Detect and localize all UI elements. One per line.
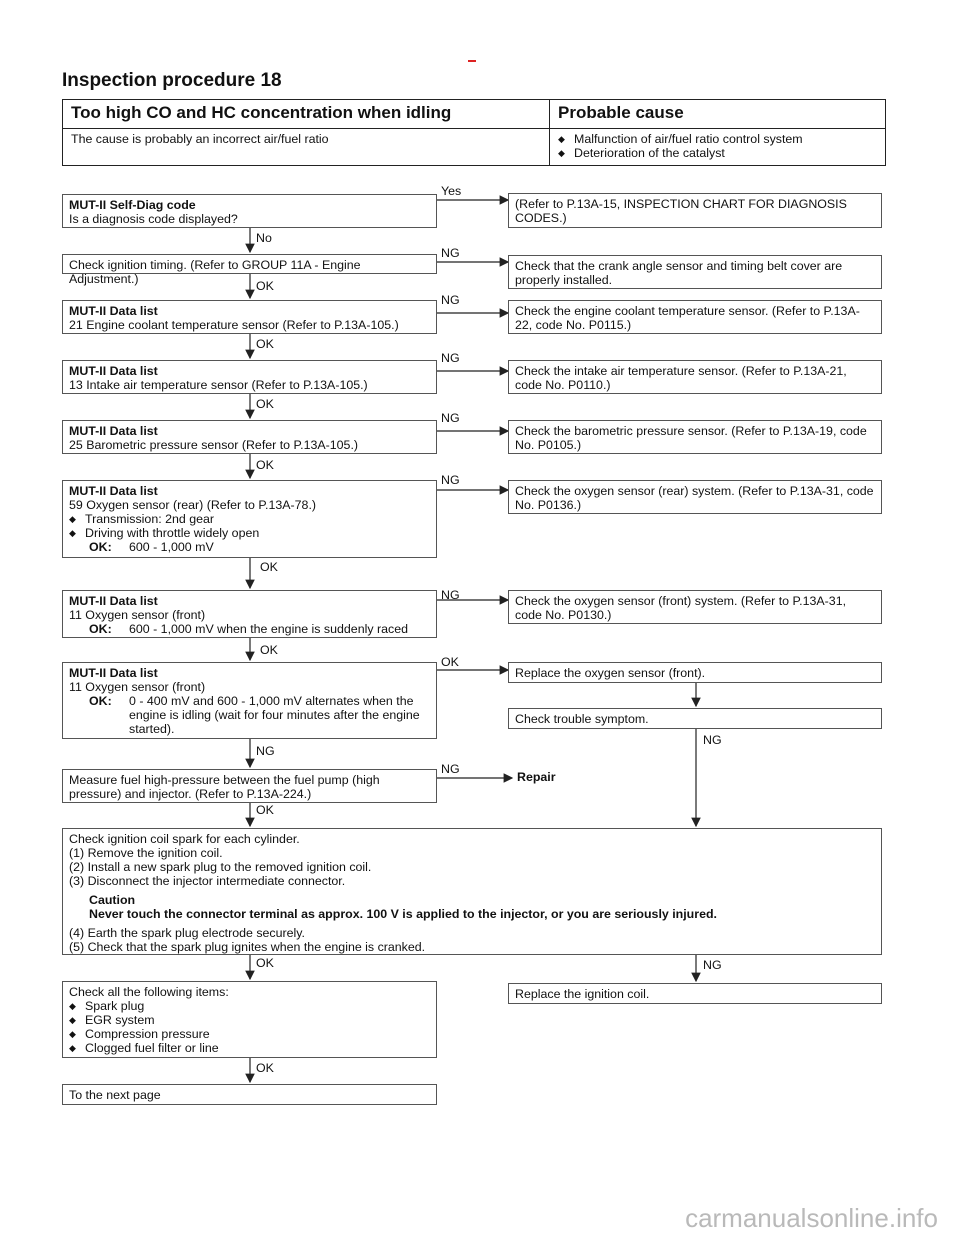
label-ng: NG (441, 293, 460, 307)
label-ok: OK (260, 560, 278, 574)
step-text: Is a diagnosis code displayed? (69, 212, 238, 226)
label-ng: NG (441, 473, 460, 487)
label-ng: NG (441, 762, 460, 776)
label-ng: NG (256, 744, 275, 758)
label-ok: OK (256, 1061, 274, 1075)
result-trouble-symptom (508, 708, 882, 729)
ok-label: OK: (89, 694, 112, 708)
header-symptom-title: Too high CO and HC concentration when idling (63, 100, 550, 129)
step-text: 11 Oxygen sensor (front) (69, 608, 206, 622)
ok-value: 0 - 400 mV and 600 - 1,000 mV alternates when the engine is idling (wait for four minutes after the engine started). (129, 694, 420, 736)
label-ok: OK (256, 397, 274, 411)
label-ok: OK (256, 803, 274, 817)
step-title: MUT-II Data list (69, 364, 158, 378)
header-symptom-text: The cause is probably an incorrect air/fuel ratio (63, 129, 550, 166)
step-title: Check ignition coil spark for each cylinder. (69, 832, 300, 846)
step-oxygen-front-idle (62, 662, 437, 739)
result-oxygen-rear (508, 480, 882, 514)
substep: (3) Disconnect the injector intermediate connector. (69, 874, 346, 888)
step-title: MUT-II Data list (69, 484, 158, 498)
label-ng: NG (441, 411, 460, 425)
step-text: Check ignition timing. (Refer to GROUP 11A - Engine Adjustment.) (69, 258, 361, 286)
step-title: Check all the following items: (69, 985, 229, 999)
step-ignition-spark (62, 828, 882, 955)
result-repair: Repair (517, 770, 556, 784)
result-text: Check the oxygen sensor (rear) system. (Refer to P.13A-31, code No. P0136.) (515, 484, 874, 512)
step-title: MUT-II Self-Diag code (69, 198, 196, 212)
substep: (2) Install a new spark plug to the removed ignition coil. (69, 860, 372, 874)
condition-item: ◆ Transmission: 2nd gear (69, 512, 430, 526)
substep: (5) Check that the spark plug ignites when the engine is cranked. (69, 940, 426, 954)
ok-label: OK: (89, 622, 112, 636)
result-text: Check the barometric pressure sensor. (Refer to P.13A-19, code No. P0105.) (515, 424, 867, 452)
label-ok: OK (441, 655, 459, 669)
result-text: Replace the oxygen sensor (front). (515, 666, 706, 680)
result-coolant-sensor (508, 300, 882, 334)
watermark: carmanualsonline.info (685, 1203, 938, 1233)
ok-value: 600 - 1,000 mV when the engine is suddenly raced (129, 622, 408, 636)
label-ok: OK (260, 643, 278, 657)
step-title: MUT-II Data list (69, 424, 158, 438)
result-text: (Refer to P.13A-15, INSPECTION CHART FOR DIAGNOSIS CODES.) (515, 197, 847, 225)
page-title: Inspection procedure 18 (62, 70, 282, 91)
step-oxygen-rear (62, 480, 437, 558)
step-text: 25 Barometric pressure sensor (Refer to P.13A-105.) (69, 438, 359, 452)
step-text: Measure fuel high-pressure between the fuel pump (high pressure) and injector. (Refer to P.13A-224.) (69, 773, 380, 801)
step-barometric (62, 420, 437, 454)
result-text: Check the oxygen sensor (front) system. (Refer to P.13A-31, code No. P0130.) (515, 594, 847, 622)
result-text: Check the engine coolant temperature sensor. (Refer to P.13A-22, code No. P0115.) (515, 304, 860, 332)
result-text: Check the intake air temperature sensor. (Refer to P.13A-21, code No. P0110.) (515, 364, 847, 392)
result-diagnosis-chart (508, 193, 882, 228)
result-text: Check trouble symptom. (515, 712, 649, 726)
result-intake-sensor (508, 360, 882, 394)
result-text: Replace the ignition coil. (515, 987, 650, 1001)
label-ok: OK (256, 337, 274, 351)
substep: (4) Earth the spark plug electrode securely. (69, 926, 305, 940)
cause-item: ◆ Malfunction of air/fuel ratio control system (558, 132, 877, 146)
result-replace-oxygen (508, 662, 882, 683)
label-ng: NG (441, 588, 460, 602)
label-ok: OK (256, 279, 274, 293)
label-ng: NG (441, 246, 460, 260)
label-yes: Yes (441, 184, 462, 198)
result-crank-sensor (508, 255, 882, 289)
step-next-page (62, 1084, 437, 1105)
result-replace-coil (508, 983, 882, 1004)
substep: (1) Remove the ignition coil. (69, 846, 223, 860)
step-text: 11 Oxygen sensor (front) (69, 680, 206, 694)
caution-title: Caution (89, 893, 136, 907)
check-item: ◆ Compression pressure (69, 1027, 430, 1041)
result-text: Check that the crank angle sensor and timing belt cover are properly installed. (515, 259, 843, 287)
step-check-items (62, 981, 437, 1058)
check-item: ◆ Spark plug (69, 999, 430, 1013)
result-barometric-sensor (508, 420, 882, 454)
condition-item: ◆ Driving with throttle widely open (69, 526, 430, 540)
check-item: ◆ Clogged fuel filter or line (69, 1041, 430, 1055)
label-ok: OK (256, 956, 274, 970)
check-item: ◆ EGR system (69, 1013, 430, 1027)
step-title: MUT-II Data list (69, 666, 158, 680)
label-ng: NG (703, 733, 722, 747)
step-text: To the next page (69, 1088, 161, 1102)
ok-label: OK: (89, 540, 112, 554)
caution-text: Never touch the connector terminal as approx. 100 V is applied to the injector, or you are seriously injured. (89, 907, 717, 921)
label-ng: NG (703, 958, 722, 972)
step-text: 13 Intake air temperature sensor (Refer to P.13A-105.) (69, 378, 368, 392)
step-text: 21 Engine coolant temperature sensor (Refer to P.13A-105.) (69, 318, 399, 332)
label-ng: NG (441, 351, 460, 365)
ok-value: 600 - 1,000 mV (129, 540, 214, 554)
step-fuel-pressure (62, 769, 437, 803)
step-coolant-temp (62, 300, 437, 334)
step-title: MUT-II Data list (69, 304, 158, 318)
result-oxygen-front (508, 590, 882, 624)
label-ok: OK (256, 458, 274, 472)
step-oxygen-front-raced (62, 590, 437, 638)
step-title: MUT-II Data list (69, 594, 158, 608)
header-cause-title: Probable cause (550, 100, 886, 129)
cause-item: ◆ Deterioration of the catalyst (558, 146, 877, 160)
step-self-diag (62, 194, 437, 228)
label-no: No (256, 231, 272, 245)
step-intake-air-temp (62, 360, 437, 394)
step-text: 59 Oxygen sensor (rear) (Refer to P.13A-78.) (69, 498, 317, 512)
